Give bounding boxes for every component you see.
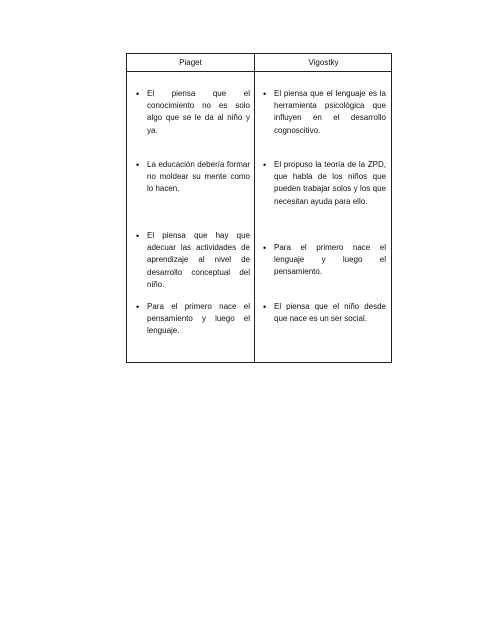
bullet-icon: •: [263, 89, 267, 99]
piaget-item: [136, 230, 250, 291]
bullet-icon: •: [136, 160, 140, 170]
item-text: La educación debería formar no moldear su mente como lo hacen.: [147, 160, 250, 194]
header-vigostky: Vigostky: [308, 58, 339, 67]
item-text: Para el primero nace el lenguaje y luego el pensamiento.: [274, 243, 386, 277]
item-text: El piensa que hay que adecuar las actividades de aprendizaje al nivel de desarrollo conceptual del niño.: [147, 231, 250, 289]
piaget-item: [136, 88, 250, 137]
bullet-icon: •: [136, 231, 140, 241]
item-text: Para el primero nace el pensamiento y luego el lenguaje.: [147, 302, 250, 336]
bullet-icon: •: [263, 243, 267, 253]
header-piaget: Piaget: [179, 58, 202, 67]
piaget-column: [127, 72, 254, 362]
piaget-item: [136, 159, 250, 196]
item-text: El piensa que el conocimiento no es solo algo que se le da al niño y ya.: [147, 89, 250, 135]
bullet-icon: •: [136, 89, 140, 99]
bullet-icon: •: [263, 160, 267, 170]
bullet-icon: •: [263, 302, 267, 312]
item-text: El propuso la teoría de la ZPD, que habla de los niños que pueden trabajar solos y los que necesitan ayuda para ello.: [274, 160, 386, 206]
bullet-icon: •: [136, 302, 140, 312]
vigostky-column: [255, 72, 392, 362]
vigostky-item: [263, 88, 386, 137]
comparison-table: [126, 53, 392, 363]
vigostky-item: [263, 159, 386, 208]
piaget-item: [136, 301, 250, 338]
item-text: El piensa que el lenguaje es la herramienta psicológica que influyen en el desarrollo cognoscitivo.: [274, 89, 386, 135]
vigostky-item: [263, 301, 386, 325]
item-text: El piensa que el niño desde que nace es un ser social.: [274, 302, 386, 324]
vigostky-item: [263, 242, 386, 279]
table-header-row: [127, 54, 391, 72]
